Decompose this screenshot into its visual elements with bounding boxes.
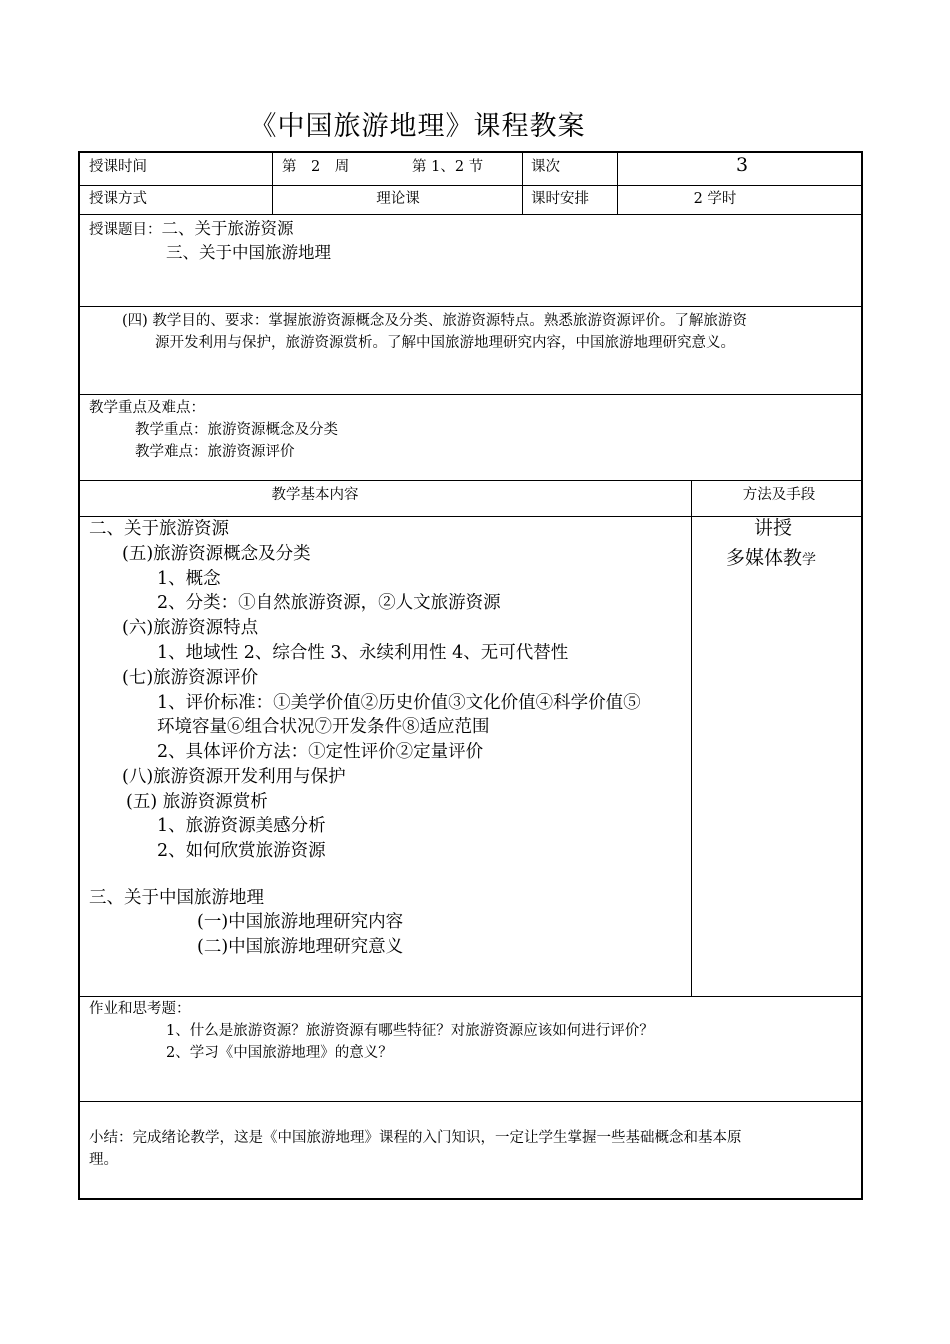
focus-difficult: 教学难点：旅游资源评价 bbox=[135, 444, 295, 460]
column-divider bbox=[617, 153, 618, 214]
lesson-plan-table bbox=[78, 151, 863, 1200]
topic-section bbox=[89, 217, 294, 242]
content-line: 1、评价标准：①美学价值②历史价值③文化价值④科学价值⑤ bbox=[157, 693, 641, 713]
content-line: 环境容量⑥组合状况⑦开发条件⑧适应范围 bbox=[157, 717, 490, 737]
content-line: 三、关于中国旅游地理 bbox=[89, 888, 264, 908]
session-value: 3 bbox=[735, 154, 749, 176]
session-label: 课次 bbox=[531, 159, 560, 175]
content-line: (五)旅游资源概念及分类 bbox=[122, 544, 311, 564]
content-line: (一)中国旅游地理研究内容 bbox=[197, 912, 404, 932]
mode-label: 授课方式 bbox=[89, 191, 147, 207]
content-line: 1、概念 bbox=[157, 569, 221, 589]
section-value: 第 1、2 节 bbox=[412, 159, 484, 175]
content-line: 1、旅游资源美感分析 bbox=[157, 816, 326, 836]
objectives-line-1: (四) 教学目的、要求：掌握旅游资源概念及分类、旅游资源特点。熟悉旅游资源评价。了解旅游资 bbox=[122, 313, 747, 329]
summary-line-1: 小结：完成绪论教学，这是《中国旅游地理》课程的入门知识，一定让学生掌握一些基础概念和基本原 bbox=[89, 1130, 742, 1146]
row-divider bbox=[80, 185, 861, 186]
focus-key: 教学重点：旅游资源概念及分类 bbox=[135, 422, 338, 438]
content-line: 1、地域性 2、综合性 3、永续利用性 4、无可代替性 bbox=[157, 643, 569, 663]
document-title: 《中国旅游地理》课程教案 bbox=[249, 111, 586, 142]
topic-label: 授课题目： bbox=[89, 222, 162, 238]
mode-value: 理论课 bbox=[376, 191, 420, 207]
content-line: (二)中国旅游地理研究意义 bbox=[197, 937, 404, 957]
content-line: (八)旅游资源开发利用与保护 bbox=[122, 767, 346, 787]
hours-value: 2 学时 bbox=[693, 191, 737, 207]
content-line: 二、关于旅游资源 bbox=[89, 519, 229, 539]
topic-line-2: 三、关于中国旅游地理 bbox=[166, 243, 331, 262]
content-header: 教学基本内容 bbox=[271, 487, 359, 503]
hours-label: 课时安排 bbox=[531, 191, 589, 207]
row-divider bbox=[80, 394, 861, 395]
content-line: (六)旅游资源特点 bbox=[122, 618, 259, 638]
homework-q2: 2、学习《中国旅游地理》的意义？ bbox=[166, 1045, 393, 1061]
row-divider bbox=[80, 1101, 861, 1102]
method-header: 方法及手段 bbox=[742, 487, 816, 503]
content-line: 2、如何欣赏旅游资源 bbox=[157, 841, 326, 861]
focus-label: 教学重点及难点： bbox=[89, 400, 205, 416]
content-line: (五) 旅游资源赏析 bbox=[126, 792, 268, 812]
content-line: 2、具体评价方法：①定性评价②定量评价 bbox=[157, 742, 484, 762]
column-divider bbox=[691, 480, 692, 996]
method-multimedia-suffix: 学 bbox=[802, 552, 817, 568]
time-label: 授课时间 bbox=[89, 159, 147, 175]
content-line: (七)旅游资源评价 bbox=[122, 668, 259, 688]
week-value: 第 2 周 bbox=[282, 159, 350, 175]
homework-q1: 1、什么是旅游资源？旅游资源有哪些特征？对旅游资源应该如何进行评价？ bbox=[166, 1023, 654, 1039]
method-multimedia-text: 多媒体教 bbox=[726, 547, 803, 569]
row-divider bbox=[80, 480, 861, 481]
objectives-line-2: 源开发利用与保护，旅游资源赏析。了解中国旅游地理研究内容，中国旅游地理研究意义。 bbox=[155, 335, 735, 351]
row-divider bbox=[80, 306, 861, 307]
method-multimedia bbox=[726, 545, 816, 573]
topic-line-1: 二、关于旅游资源 bbox=[161, 219, 294, 238]
column-divider bbox=[522, 153, 523, 214]
summary-line-2: 理。 bbox=[89, 1152, 118, 1168]
content-line: 2、分类：①自然旅游资源，②人文旅游资源 bbox=[157, 593, 501, 613]
homework-label: 作业和思考题： bbox=[89, 1001, 191, 1017]
method-lecture: 讲授 bbox=[754, 517, 793, 539]
column-divider bbox=[272, 153, 273, 214]
row-divider bbox=[80, 214, 861, 215]
row-divider bbox=[80, 996, 861, 997]
